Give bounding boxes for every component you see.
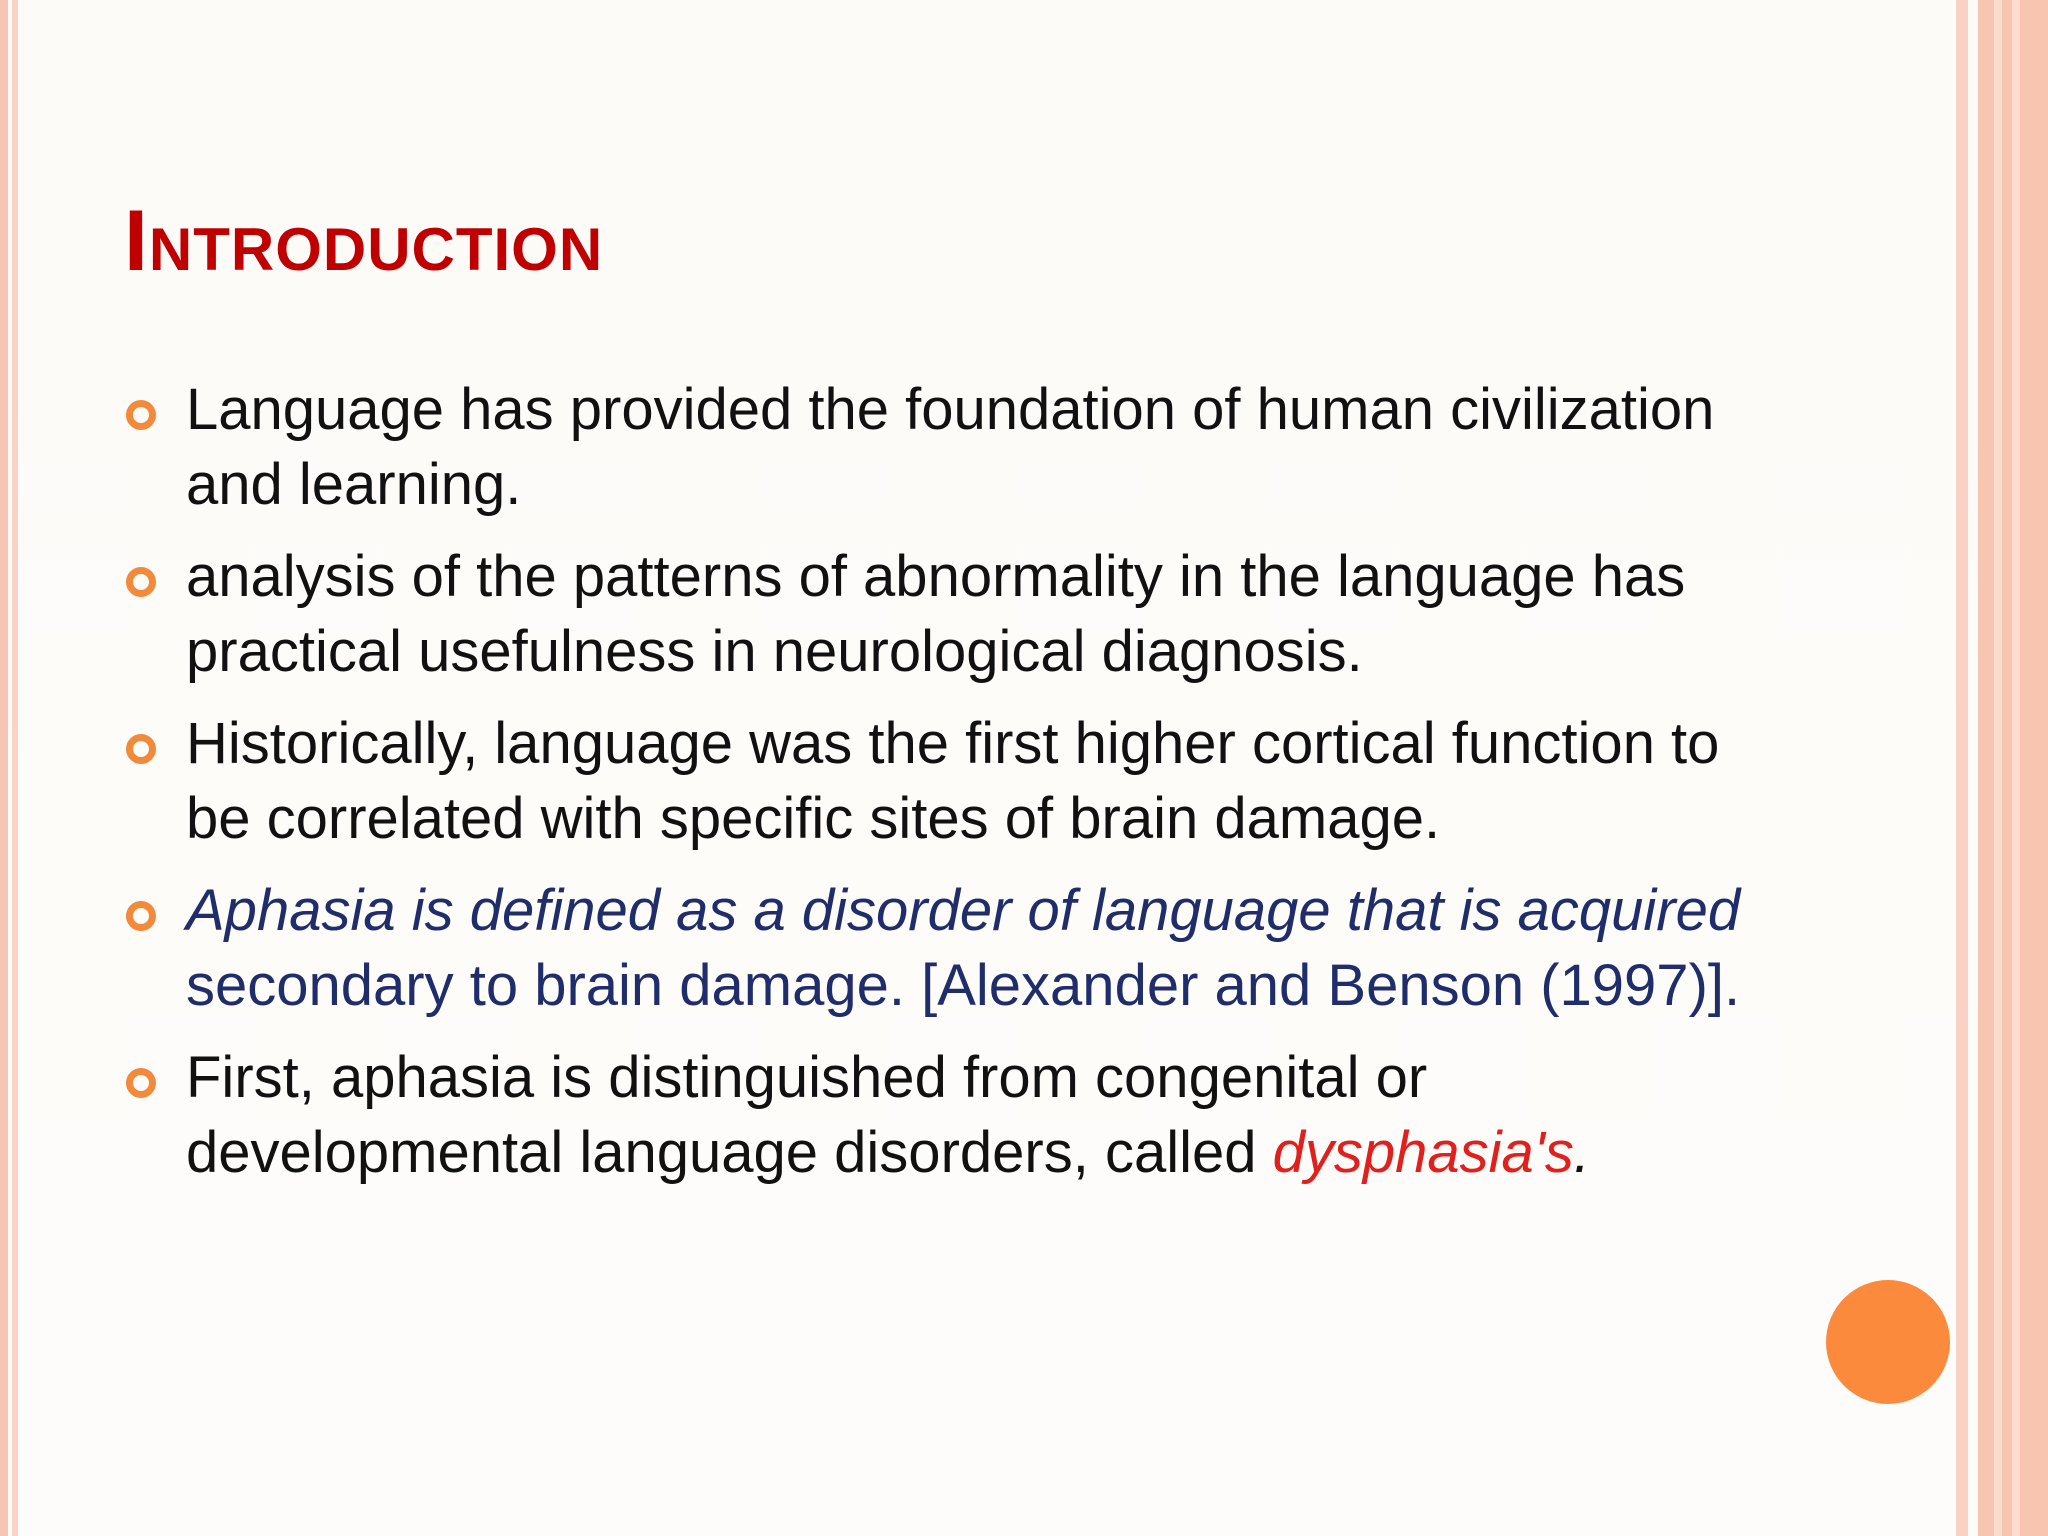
bullet-item-aphasia-definition [124,873,1764,1023]
right-border-stripe [1994,0,2002,1536]
bullet-text: secondary to brain damage. [Alexander and Benson (1997)]. [186,953,1741,1018]
bullet-icon [126,400,156,430]
bullet-text: First, aphasia is distinguished from congenital or developmental language disorders, called [186,1045,1428,1185]
right-border-stripe [1956,0,1968,1536]
bullet-icon [126,901,156,931]
left-border-stripe [0,0,8,1536]
bullet-item [124,539,1764,689]
bullet-item [124,706,1764,856]
bullet-item [124,1040,1764,1190]
highlight-term: dysphasia's [1272,1120,1574,1185]
slide-title: Introduction [124,193,604,289]
bullet-icon [126,567,156,597]
bullet-text: Language has provided the foundation of human civilization and learning. [186,377,1715,517]
bullet-text-end: . [1573,1120,1590,1185]
bullet-icon [126,734,156,764]
left-border-stripe [12,0,18,1536]
bullet-text: Historically, language was the first higher cortical function to be correlated with specific sites of brain damage. [186,711,1720,851]
orange-circle-decoration [1826,1280,1950,1404]
right-border-stripe [2012,0,2020,1536]
bullet-icon [126,1068,156,1098]
bullet-text-italic: Aphasia is defined as a disorder of language that is acquired [186,878,1741,943]
bullet-list [124,372,1764,1207]
bullet-text: analysis of the patterns of abnormality in the language has practical usefulness in neurological diagnosis. [186,544,1686,684]
bullet-item [124,372,1764,522]
